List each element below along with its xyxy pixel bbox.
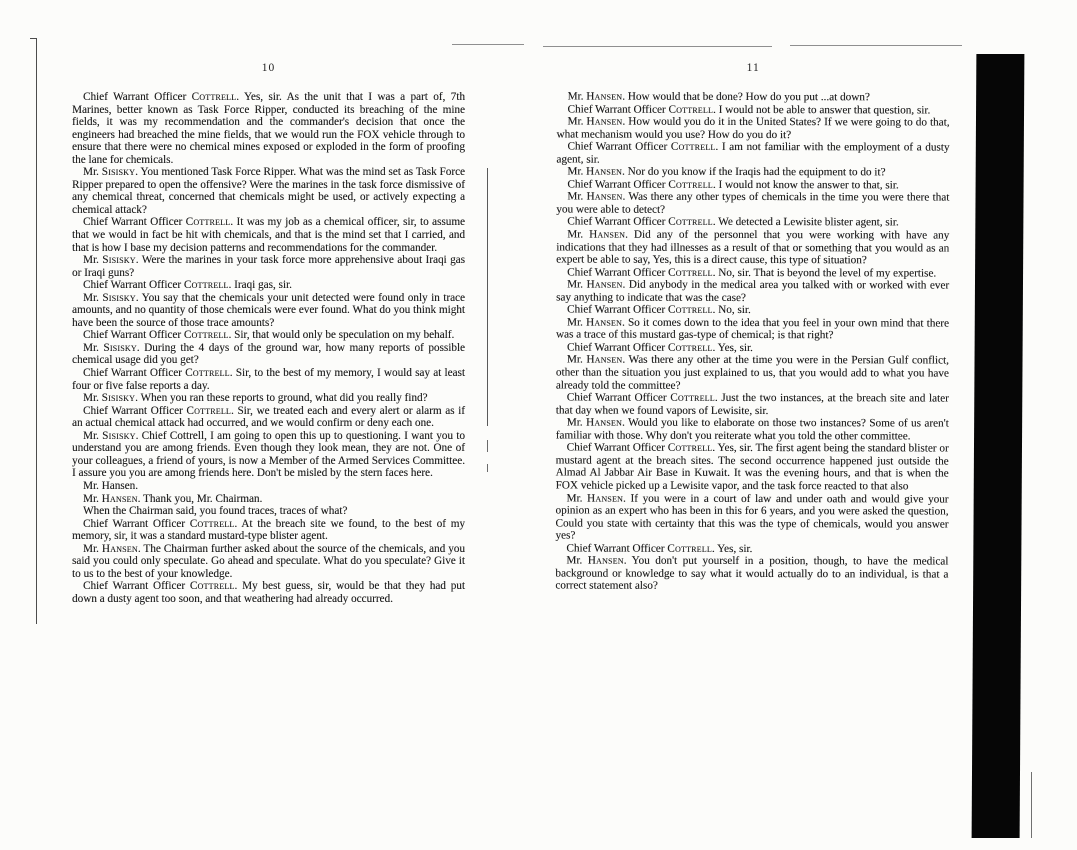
transcript-paragraph bbox=[72, 505, 465, 518]
paragraph-text: . At the breach site we found, to the best of my memory, sir, it was a standard mustard-type blister agent. bbox=[72, 517, 466, 543]
speaker-prefix: Mr. bbox=[83, 341, 104, 354]
paragraph-text: . Yes, sir. bbox=[711, 542, 753, 555]
paragraph-text: . Just the two instances, at the breach site and later that day when we found vapors of Lewisite, sir. bbox=[555, 392, 949, 417]
transcript-paragraph bbox=[556, 229, 949, 268]
speaker-prefix: Mr. bbox=[566, 316, 587, 329]
speaker-prefix: Mr. bbox=[83, 542, 102, 555]
transcript-paragraph bbox=[556, 341, 949, 355]
paragraph-text: . Chief Cottrell, I am going to open this up to questioning. I want you to understand you are among friends. Even though they look mean, they are not. One of your colleagues, a friend of yours, is now a Member of the Armed Services Committee. I assure you you are among friends here. Don't be misled by the stern faces here. bbox=[72, 429, 465, 480]
speaker-name: Hansen bbox=[586, 165, 623, 178]
paragraph-text: . No, sir. bbox=[712, 304, 751, 317]
scan-right-edge-line bbox=[1031, 772, 1032, 838]
paragraph-text: . You mentioned Task Force Ripper. What was the mind set as Task Force Ripper prepared to open the offensive? Were the marines in the task force dismissive of any chemical threat, concerned that chemicals might be used, or actively expecting a chemical attack? bbox=[72, 166, 465, 216]
transcript-paragraph bbox=[556, 392, 949, 418]
paragraph-text: . I would not know the answer to that, sir. bbox=[712, 178, 899, 192]
speaker-prefix: Mr. bbox=[567, 115, 587, 128]
speaker-name: Cottrell bbox=[186, 404, 232, 417]
paragraph-text: . We detected a Lewisite blister agent, sir. bbox=[712, 216, 899, 229]
scan-top-edge-line bbox=[543, 46, 772, 47]
transcript-paragraph bbox=[556, 166, 949, 180]
speaker-prefix: Mr. bbox=[83, 254, 103, 267]
paragraph-text: Mr. Hansen. bbox=[83, 479, 138, 492]
transcript-paragraph bbox=[556, 191, 949, 217]
speaker-name: Sisisky bbox=[101, 392, 136, 405]
speaker-prefix: Mr. bbox=[566, 416, 587, 429]
speaker-prefix: Mr. bbox=[83, 166, 102, 179]
paragraph-text: . Was there any other types of chemicals in the time you were there that you were able to detect? bbox=[556, 191, 950, 216]
page-10-text bbox=[72, 91, 465, 605]
speaker-name: Cottrell bbox=[189, 580, 235, 593]
speaker-prefix: Mr. bbox=[83, 392, 102, 405]
transcript-paragraph bbox=[72, 518, 465, 543]
speaker-prefix: Chief Warrant Officer bbox=[567, 266, 669, 279]
transcript-paragraph bbox=[72, 543, 465, 581]
transcript-paragraph bbox=[72, 367, 465, 392]
speaker-name: Cottrell bbox=[667, 542, 712, 555]
speaker-name: Hansen bbox=[101, 492, 138, 505]
paragraph-text: . During the 4 days of the ground war, how many reports of possible chemical usage did you get? bbox=[72, 341, 465, 367]
speaker-prefix: Mr. bbox=[567, 190, 587, 203]
transcript-paragraph bbox=[555, 492, 948, 543]
scan-gutter-dash bbox=[487, 440, 488, 452]
paragraph-text: . I am not familiar with the employment of a dusty agent, sir. bbox=[556, 141, 950, 166]
speaker-prefix: Chief Warrant Officer bbox=[566, 341, 668, 354]
speaker-name: Cottrell bbox=[185, 367, 230, 380]
speaker-prefix: Mr. bbox=[566, 492, 588, 505]
speaker-name: Hansen bbox=[101, 542, 138, 555]
transcript-paragraph bbox=[72, 292, 465, 330]
speaker-prefix: Chief Warrant Officer bbox=[566, 391, 671, 404]
paragraph-text: . Yes, sir. bbox=[712, 341, 753, 354]
speaker-prefix: Chief Warrant Officer bbox=[566, 441, 668, 455]
scan-gutter-dash bbox=[487, 464, 488, 472]
speaker-prefix: Chief Warrant Officer bbox=[567, 140, 671, 153]
paragraph-text: . How would you do it in the United States? If we were going to do that, what mechanism would you use? How do you do it? bbox=[556, 115, 950, 141]
transcript-paragraph bbox=[72, 216, 465, 254]
paragraph-text: . Nor do you know if the Iraqis had the equipment to do it? bbox=[622, 165, 886, 179]
speaker-name: Cottrell bbox=[668, 178, 713, 191]
speaker-prefix: Chief Warrant Officer bbox=[567, 303, 668, 317]
speaker-prefix: Mr. bbox=[566, 554, 588, 567]
scan-top-edge-line bbox=[790, 45, 962, 46]
page-10 bbox=[72, 62, 465, 605]
paragraph-text: . It was my job as a chemical officer, sir, to assume that we would in fact be hit with chemicals, and that is the mind set that I carried, and that is how I base my decision patterns and recommendations for the commander. bbox=[72, 216, 465, 254]
paragraph-text: . No, sir. That is beyond the level of my expertise. bbox=[712, 266, 937, 280]
paragraph-text: . I would not be able to answer that question, sir. bbox=[713, 103, 931, 117]
transcript-paragraph bbox=[72, 91, 465, 166]
transcript-paragraph bbox=[555, 542, 948, 556]
speaker-name: Sisisky bbox=[102, 429, 136, 442]
speaker-name: Hansen bbox=[586, 416, 623, 429]
page-number: 10 bbox=[261, 62, 276, 74]
scan-black-bar bbox=[972, 54, 1025, 838]
scan-left-edge-line bbox=[36, 38, 37, 624]
paragraph-text: . Sir, that would only be speculation on my behalf. bbox=[228, 329, 455, 342]
paragraph-text: . The Chairman further asked about the source of the chemicals, and you said you could only speculate. Go ahead and speculate. What do you speculate? Give it to us to the best of your knowledge. bbox=[72, 542, 465, 580]
speaker-name: Hansen bbox=[586, 190, 623, 204]
speaker-name: Cottrell bbox=[189, 517, 235, 530]
transcript-paragraph bbox=[556, 216, 949, 230]
speaker-name: Cottrell bbox=[183, 279, 229, 292]
transcript-paragraph bbox=[556, 266, 949, 280]
speaker-name: Cottrell bbox=[667, 442, 713, 455]
speaker-prefix: Chief Warrant Officer bbox=[566, 542, 668, 555]
transcript-paragraph bbox=[556, 141, 949, 167]
paragraph-text: . Yes, sir. The first agent being the standard blister or mustard agent at the breach sites. The second occurrence happened just outside the Almad Al Jabbar Air Base in Kuwait. It was the evening hours, and that is when the FOX vehicle picked up a Lewisite vapor, and the task force reacted to that also bbox=[555, 442, 949, 493]
paragraph-text: . Yes, sir. As the unit that I was a part of, 7th Marines, better known as Task Force Ripper, conducted its breaching of the mine fields, it was my recommendation and the commander's decision that once the engineers had breached the mine fields, that we would run the FOX vehicle through to ensure that there were no chemical mines exposed or exploded in the form of proofing the lane for chemicals. bbox=[72, 91, 465, 166]
transcript-paragraph bbox=[72, 480, 465, 493]
transcript-paragraph bbox=[557, 103, 950, 117]
speaker-name: Hansen bbox=[586, 90, 623, 103]
speaker-name: Hansen bbox=[586, 354, 623, 367]
paragraph-text: . When you ran these reports to ground, what did you really find? bbox=[135, 392, 428, 405]
speaker-prefix: Mr. bbox=[83, 429, 103, 442]
transcript-paragraph bbox=[556, 279, 949, 305]
paragraph-text: . You don't put yourself in a position, though, to have the medical background or knowledge to say what it would actually do to an individual, is that a correct statement also? bbox=[555, 554, 949, 593]
transcript-paragraph bbox=[556, 116, 949, 142]
paragraph-text: . Iraqi gas, sir. bbox=[228, 279, 292, 292]
transcript-paragraph bbox=[72, 493, 465, 506]
scan-gutter-line bbox=[487, 168, 488, 426]
speaker-name: Cottrell bbox=[668, 216, 713, 229]
paragraph-text: . Did any of the personnel that you were working with have any indications that they had illnesses as a result of that or something that you would as an expert be able to say, Yes, this is a direct cause, this type of situation? bbox=[556, 228, 950, 267]
speaker-prefix: Mr. bbox=[567, 228, 590, 241]
transcript-paragraph bbox=[72, 430, 465, 480]
speaker-name: Cottrell bbox=[668, 103, 714, 116]
transcript-paragraph bbox=[72, 329, 465, 342]
speaker-name: Sisisky bbox=[101, 166, 136, 179]
speaker-prefix: Chief Warrant Officer bbox=[83, 91, 192, 103]
paragraph-text: . Did anybody in the medical area you talked with or worked with ever say anything to indicate that was the case? bbox=[556, 278, 950, 304]
paragraph-text: . Was there any other at the time you were in the Persian Gulf conflict, other than the situation you just explained to us, that you would add to what you have already told the committee? bbox=[555, 354, 949, 392]
paragraph-text: . Were the marines in your task force more apprehensive about Iraqi gas or Iraqi guns? bbox=[72, 254, 466, 279]
transcript-paragraph bbox=[72, 342, 465, 367]
speaker-name: Hansen bbox=[586, 278, 623, 291]
speaker-prefix: Mr. bbox=[566, 353, 587, 367]
transcript-paragraph bbox=[72, 166, 465, 216]
paragraph-text: . Thank you, Mr. Chairman. bbox=[137, 492, 263, 505]
speaker-name: Cottrell bbox=[670, 140, 716, 154]
speaker-prefix: Chief Warrant Officer bbox=[83, 367, 186, 380]
scan-top-edge-line bbox=[452, 44, 524, 45]
speaker-name: Cottrell bbox=[185, 216, 231, 229]
speaker-prefix: Mr. bbox=[567, 165, 587, 178]
speaker-prefix: Mr. bbox=[83, 291, 103, 304]
speaker-prefix: Chief Warrant Officer bbox=[567, 178, 669, 191]
transcript-paragraph bbox=[556, 178, 949, 192]
speaker-prefix: Chief Warrant Officer bbox=[567, 215, 669, 229]
speaker-name: Cottrell bbox=[668, 266, 713, 279]
transcript-paragraph bbox=[557, 90, 950, 104]
speaker-name: Hansen bbox=[587, 554, 624, 567]
speaker-name: Sisisky bbox=[102, 254, 136, 267]
paragraph-text: . Would you like to elaborate on those two instances? Some of us aren't familiar with those. Why don't you reiterate what you told the other committee. bbox=[555, 416, 949, 443]
transcript-paragraph bbox=[556, 316, 949, 342]
speaker-name: Hansen bbox=[586, 316, 623, 329]
page-11-text bbox=[555, 90, 949, 593]
speaker-name: Cottrell bbox=[670, 391, 715, 405]
speaker-prefix: Chief Warrant Officer bbox=[83, 279, 184, 292]
speaker-prefix: Mr. bbox=[567, 278, 587, 291]
paragraph-text: . If you were in a court of law and under oath and would give your opinion as an expert who has been in this for 6 years, and you were asked the question, Could you state with certainty that this was the type of chemicals, would you answer yes? bbox=[555, 492, 949, 542]
scan-left-edge-tick bbox=[30, 38, 37, 39]
speaker-name: Cottrell bbox=[667, 341, 713, 354]
speaker-name: Sisisky bbox=[103, 341, 137, 354]
speaker-name: Hansen bbox=[586, 115, 623, 128]
transcript-paragraph bbox=[72, 392, 465, 405]
speaker-name: Cottrell bbox=[667, 304, 713, 317]
page-number: 11 bbox=[746, 61, 760, 75]
transcript-paragraph bbox=[556, 442, 949, 493]
transcript-paragraph bbox=[72, 580, 465, 605]
paragraph-text: . Sir, we treated each and every alert or alarm as if an actual chemical attack had occurred, and we would confirm or deny each one. bbox=[72, 404, 465, 430]
transcript-paragraph bbox=[556, 354, 949, 393]
paragraph-text: . You say that the chemicals your unit detected were found only in trace amounts, and no quantity of those chemicals were ever found. What do you think might have been the source of those trace amounts? bbox=[72, 291, 465, 329]
speaker-prefix: Mr. bbox=[83, 492, 102, 505]
speaker-prefix: Chief Warrant Officer bbox=[567, 103, 669, 116]
transcript-paragraph bbox=[556, 417, 949, 443]
transcript-paragraph bbox=[72, 405, 465, 430]
speaker-name: Sisisky bbox=[102, 291, 136, 304]
speaker-prefix: Chief Warrant Officer bbox=[83, 580, 190, 593]
transcript-paragraph bbox=[556, 304, 949, 318]
paragraph-text: . How would that be done? How do you put ...at down? bbox=[622, 90, 870, 104]
speaker-name: Cottrell bbox=[183, 329, 229, 342]
paragraph-text: . So it comes down to the idea that you feel in your own mind that there was a trace of this mustard gas-type of chemical; is that right? bbox=[555, 316, 950, 342]
paragraph-text: . My best guess, sir, would be that they had put down a dusty agent too soon, and that weathering had already occurred. bbox=[72, 580, 465, 605]
speaker-prefix: Chief Warrant Officer bbox=[83, 404, 187, 417]
transcript-paragraph bbox=[72, 279, 465, 292]
speaker-prefix: Mr. bbox=[567, 90, 587, 103]
page-11 bbox=[555, 61, 949, 593]
paragraph-text: When the Chairman said, you found traces, traces of what? bbox=[83, 505, 348, 518]
transcript-paragraph bbox=[555, 555, 948, 594]
speaker-name: Hansen bbox=[589, 228, 626, 241]
speaker-prefix: Chief Warrant Officer bbox=[83, 517, 190, 530]
transcript-paragraph bbox=[72, 254, 465, 279]
speaker-name: Cottrell bbox=[191, 91, 237, 103]
speaker-name: Hansen bbox=[587, 492, 624, 505]
paragraph-text: . Sir, to the best of my memory, I would say at least four or five false reports a day. bbox=[72, 367, 465, 392]
speaker-prefix: Chief Warrant Officer bbox=[83, 216, 186, 229]
speaker-prefix: Chief Warrant Officer bbox=[83, 329, 184, 342]
